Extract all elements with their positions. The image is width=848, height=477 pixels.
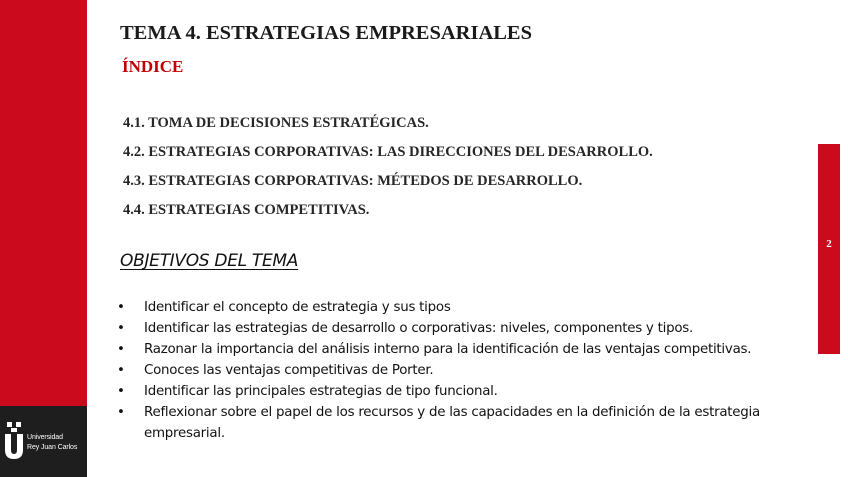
bullet-icon: •	[117, 342, 125, 357]
list-item	[117, 318, 817, 339]
university-name-line2: Rey Juan Carlos	[27, 444, 78, 451]
toc-item: 4.1. TOMA DE DECISIONES ESTRATÉGICAS.	[123, 115, 429, 131]
list-item	[117, 339, 817, 360]
objective-text: Identificar las principales estrategias de tipo funcional.	[144, 384, 498, 399]
table-of-contents	[123, 113, 653, 229]
objectives-list	[117, 297, 817, 444]
left-accent-bar	[0, 0, 87, 406]
page-number: 2	[826, 238, 832, 250]
toc-item: 4.4. ESTRATEGIAS COMPETITIVAS.	[123, 202, 370, 218]
bullet-icon: •	[117, 384, 125, 399]
toc-item: 4.3. ESTRATEGIAS CORPORATIVAS: MÉTEDOS DE DESARROLLO.	[123, 173, 583, 189]
university-logo	[0, 406, 87, 477]
university-name-line1: Universidad	[27, 434, 63, 441]
objective-text: Razonar la importancia del análisis interno para la identificación de las ventajas competitivas.	[144, 342, 752, 357]
index-heading: ÍNDICE	[122, 57, 184, 76]
objective-text: Identificar el concepto de estrategia y sus tipos	[144, 300, 451, 315]
right-accent-bar	[818, 144, 840, 354]
bullet-icon: •	[117, 300, 125, 315]
toc-item: 4.2. ESTRATEGIAS CORPORATIVAS: LAS DIRECCIONES DEL DESARROLLO.	[123, 144, 653, 160]
bullet-icon: •	[117, 321, 125, 336]
university-name	[27, 433, 77, 453]
bullet-icon: •	[117, 405, 125, 420]
list-item	[117, 360, 817, 381]
objective-text: Conoces las ventajas competitivas de Porter.	[144, 363, 434, 378]
list-item	[117, 402, 817, 444]
slide-title: TEMA 4. ESTRATEGIAS EMPRESARIALES	[120, 22, 532, 44]
list-item	[117, 381, 817, 402]
bullet-icon: •	[117, 363, 125, 378]
university-emblem-icon	[4, 422, 24, 460]
objective-text: Identificar las estrategias de desarrollo o corporativas: niveles, componentes y tipos.	[144, 321, 693, 336]
list-item	[117, 297, 817, 318]
objective-text: Reflexionar sobre el papel de los recursos y de las capacidades en la definición de la estrategia empresarial.	[144, 405, 760, 441]
objectives-heading: OBJETIVOS DEL TEMA	[120, 251, 299, 271]
